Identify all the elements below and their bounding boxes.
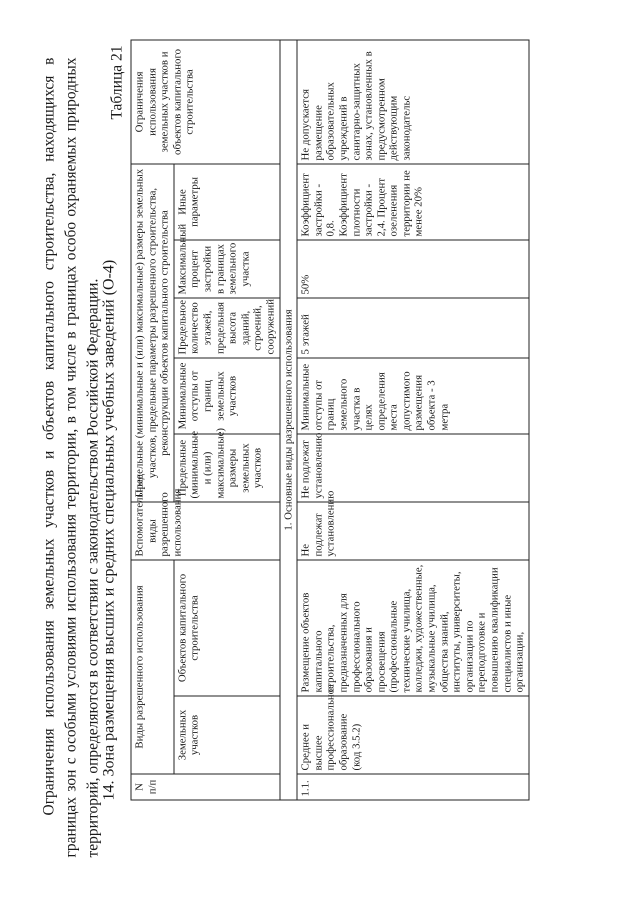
header-capital: Объектов капитального строительства — [173, 560, 279, 696]
header-size: Предельные (минимальные и (или) максимальные) размеры земельных участков — [173, 434, 279, 502]
header-restrictions: Ограничения использования земельных участков и объектов капитального строительства — [131, 39, 280, 163]
row-restrictions: Не допускается размещение образовательных учреждений в санитарно-защитных зонах, установленных в предусмотренном действующим законодательс — [297, 39, 529, 163]
intro-paragraph: Ограничения использования земельных участков и объектов капитального строительства, находящихся в границах зон с особыми условиями использования территории, в том числе в границах особо охраняемых природных территорий, определяются в соответствии с законодательством Российской Федерации. — [39, 57, 101, 857]
row-setback: Минимальные отступы от границ земельного участка в целях определения места допустимого размещения объекта - 3 метра — [297, 358, 529, 434]
row-other: Коэффициент застройки - 0,8. Коэффициент плотности застройки - 2,4. Процент озеленения территории не менее 20% — [297, 163, 529, 239]
zoning-table — [130, 39, 529, 800]
row-size: Не подлежат установлению — [297, 434, 529, 502]
zone-title: 14. Зона размещения высших и средних специальных учебных заведений (О-4) — [100, 259, 117, 800]
row-land: Среднее и высшее профессиональное образование (код 3.5.2) — [297, 696, 529, 774]
header-use-types: Виды разрешенного использования — [131, 560, 174, 774]
section-row — [279, 39, 297, 799]
row-coverage: 50% — [297, 240, 529, 298]
header-aux: Вспомогательные виды разрешенного использования — [131, 502, 280, 560]
table-row — [297, 39, 529, 799]
header-row-1 — [131, 39, 174, 799]
section-title: 1. Основные виды разрешенного использования — [279, 39, 297, 799]
header-num: N п/п — [131, 774, 280, 800]
header-setback: Минимальные отступы от границ земельных участков — [173, 358, 279, 434]
row-floors: 5 этажей — [297, 298, 529, 358]
header-floors: Предельное количество этажей, предельная высота зданий, строений, сооружений — [173, 298, 279, 358]
row-aux: Не подлежат установлению — [297, 502, 529, 560]
header-coverage: Максимальный процент застройки в границах земельного участка — [173, 240, 279, 298]
row-capital: Размещение объектов капитального строительства, предназначенных для профессионального образования и просвещения (профессиональные технические училища, колледжи, художественные, музыкальные училища, общества знаний, институты, университеты, организации по переподготовке и повышению квалификации специалистов и иные организации, — [297, 560, 529, 696]
header-limits: Предельные (минимальные и (или) максимальные) размеры земельных участков, предельные параметры разрешенного строительства, реконструкции объектов капитального строительства — [131, 163, 174, 501]
table-number: Таблица 21 — [108, 45, 125, 120]
row-num: 1.1. — [297, 774, 529, 800]
header-other: Иные параметры — [173, 163, 279, 239]
header-land: Земельных участков — [173, 696, 279, 774]
